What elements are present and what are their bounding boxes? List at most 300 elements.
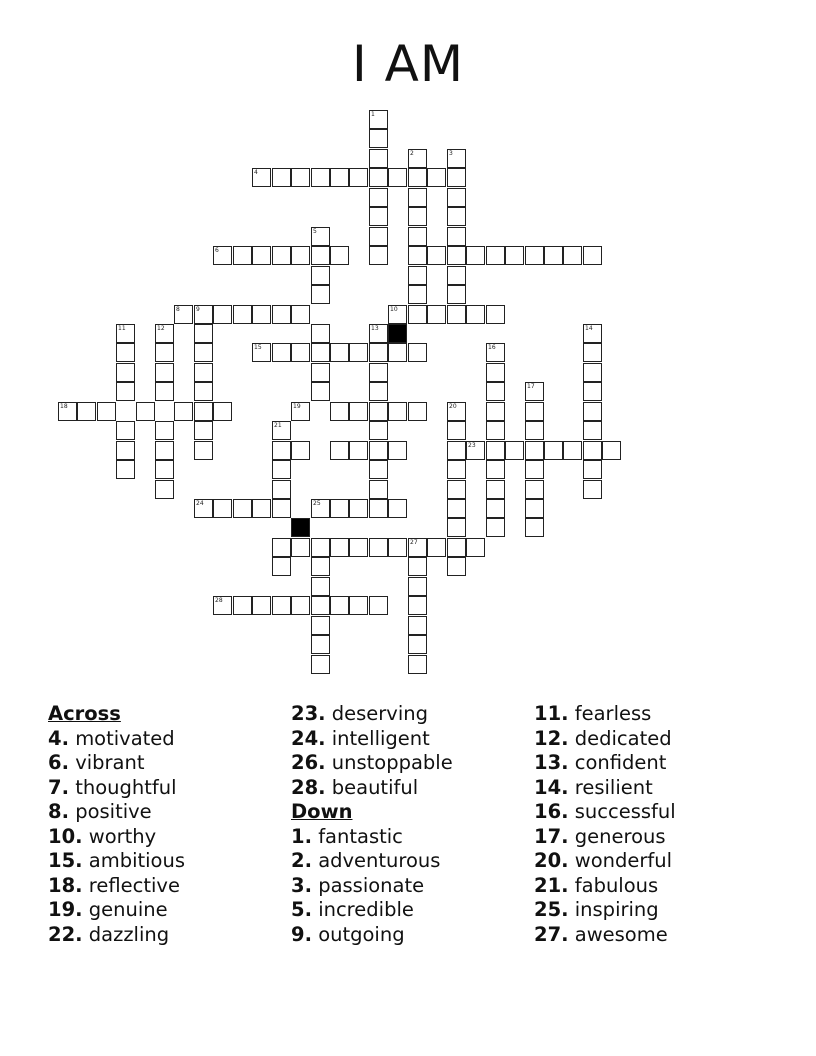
grid-cell[interactable] [272, 557, 291, 576]
grid-cell[interactable] [544, 441, 563, 460]
grid-cell[interactable] [311, 616, 330, 635]
grid-cell[interactable] [369, 382, 388, 401]
grid-cell[interactable] [369, 441, 388, 460]
grid-cell[interactable] [194, 363, 213, 382]
grid-cell[interactable] [408, 402, 427, 421]
grid-cell[interactable] [447, 227, 466, 246]
grid-cell[interactable] [291, 246, 310, 265]
clue-text: wonderful [574, 849, 673, 872]
grid-cell[interactable] [525, 421, 544, 440]
grid-cell[interactable] [155, 343, 174, 362]
clue-number-label: 13 [371, 325, 379, 332]
down-clue [534, 898, 779, 923]
clue-number: 9. [291, 922, 312, 946]
grid-cell[interactable] [155, 460, 174, 479]
grid-cell[interactable] [97, 402, 116, 421]
clue-number-label: 12 [157, 325, 165, 332]
grid-cell[interactable] [233, 596, 252, 615]
grid-cell[interactable] [369, 246, 388, 265]
grid-cell[interactable] [486, 499, 505, 518]
grid-cell[interactable] [408, 305, 427, 324]
down-clue [291, 849, 536, 874]
clue-text: resilient [574, 775, 653, 799]
down-clue [291, 874, 536, 899]
grid-cell[interactable] [252, 596, 271, 615]
grid-cell[interactable] [388, 305, 407, 324]
clue-text: intelligent [331, 726, 430, 750]
grid-cell[interactable] [369, 168, 388, 187]
grid-cell[interactable] [58, 402, 77, 421]
clue-text: worthy [88, 824, 157, 848]
clue-number: 21. [534, 873, 569, 897]
clue-text: awesome [574, 922, 668, 946]
grid-cell[interactable] [311, 343, 330, 362]
clue-number: 28. [291, 775, 326, 799]
across-clue [48, 727, 293, 752]
grid-cell[interactable] [369, 460, 388, 479]
across-clue [48, 849, 293, 874]
clue-text: successful [574, 800, 676, 823]
clue-column-2 [291, 702, 536, 947]
grid-cell[interactable] [447, 557, 466, 576]
grid-cell[interactable] [427, 305, 446, 324]
clue-column-3 [534, 702, 779, 947]
grid-cell[interactable] [466, 538, 485, 557]
grid-cell[interactable] [583, 402, 602, 421]
down-clue [291, 825, 536, 850]
grid-cell[interactable] [194, 402, 213, 421]
grid-cell[interactable] [155, 324, 174, 343]
grid-cell[interactable] [505, 441, 524, 460]
grid-cell[interactable] [136, 402, 155, 421]
grid-cell[interactable] [447, 266, 466, 285]
grid-cell[interactable] [427, 168, 446, 187]
grid-cell[interactable] [447, 207, 466, 226]
grid-cell[interactable] [311, 363, 330, 382]
grid-cell[interactable] [349, 441, 368, 460]
grid-cell[interactable] [194, 343, 213, 362]
grid-cell[interactable] [486, 460, 505, 479]
grid-cell[interactable] [369, 421, 388, 440]
grid-cell[interactable] [369, 343, 388, 362]
grid-cell[interactable] [116, 382, 135, 401]
grid-cell[interactable] [408, 577, 427, 596]
clue-number-label: 16 [488, 344, 496, 351]
grid-cell[interactable] [330, 441, 349, 460]
grid-cell[interactable] [486, 363, 505, 382]
grid-cell[interactable] [369, 402, 388, 421]
grid-cell[interactable] [408, 227, 427, 246]
grid-cell[interactable] [369, 149, 388, 168]
grid-cell[interactable] [330, 596, 349, 615]
down-clue [534, 923, 779, 948]
grid-cell[interactable] [447, 402, 466, 421]
grid-cell[interactable] [388, 538, 407, 557]
clue-number: 5. [291, 898, 312, 921]
grid-cell[interactable] [408, 149, 427, 168]
grid-cell[interactable] [369, 207, 388, 226]
clue-number: 8. [48, 800, 69, 823]
grid-cell[interactable] [525, 499, 544, 518]
grid-cell[interactable] [330, 168, 349, 187]
grid-cell[interactable] [486, 402, 505, 421]
grid-cell[interactable] [174, 305, 193, 324]
grid-cell[interactable] [349, 596, 368, 615]
grid-cell[interactable] [272, 168, 291, 187]
grid-cell[interactable] [447, 149, 466, 168]
grid-cell[interactable] [466, 441, 485, 460]
grid-cell[interactable] [252, 343, 271, 362]
grid-cell[interactable] [447, 188, 466, 207]
grid-cell[interactable] [486, 441, 505, 460]
grid-cell[interactable] [311, 168, 330, 187]
grid-cell[interactable] [233, 305, 252, 324]
down-clue [534, 874, 779, 899]
down-clue [534, 727, 779, 752]
clue-number: 19. [48, 898, 83, 921]
grid-cell[interactable] [272, 305, 291, 324]
clue-number-label: 18 [60, 403, 68, 410]
clue-text: reflective [88, 873, 180, 897]
grid-cell[interactable] [291, 168, 310, 187]
clue-number: 18. [48, 873, 83, 897]
clue-number: 13. [534, 751, 569, 774]
across-clue [48, 874, 293, 899]
grid-cell[interactable] [330, 402, 349, 421]
clue-text: dedicated [574, 726, 672, 750]
across-clue [48, 898, 293, 923]
clue-text: confident [574, 751, 667, 774]
grid-cell[interactable] [583, 363, 602, 382]
grid-cell[interactable] [388, 343, 407, 362]
grid-cell[interactable] [408, 266, 427, 285]
across-clue [48, 800, 293, 825]
clue-text: dazzling [88, 922, 170, 946]
grid-cell[interactable] [291, 596, 310, 615]
grid-cell[interactable] [408, 538, 427, 557]
grid-cell[interactable] [369, 129, 388, 148]
down-heading: Down [291, 800, 353, 823]
grid-cell[interactable] [116, 343, 135, 362]
clue-number-label: 24 [196, 500, 204, 507]
clue-text: fantastic [318, 824, 403, 848]
across-clue [291, 751, 536, 776]
grid-cell[interactable] [194, 421, 213, 440]
grid-cell[interactable] [602, 441, 621, 460]
grid-cell[interactable] [408, 285, 427, 304]
grid-cell[interactable] [252, 499, 271, 518]
grid-cell[interactable] [349, 499, 368, 518]
grid-cell[interactable] [311, 499, 330, 518]
grid-cell[interactable] [583, 343, 602, 362]
grid-cell[interactable] [194, 382, 213, 401]
grid-cell[interactable] [155, 421, 174, 440]
grid-cell[interactable] [388, 499, 407, 518]
grid-cell[interactable] [311, 596, 330, 615]
grid-cell[interactable] [583, 480, 602, 499]
grid-cell[interactable] [447, 246, 466, 265]
grid-cell[interactable] [369, 227, 388, 246]
grid-cell[interactable] [272, 441, 291, 460]
clue-number: 7. [48, 775, 69, 799]
grid-cell[interactable] [116, 421, 135, 440]
clue-number-label: 17 [527, 383, 535, 390]
clue-text: vibrant [75, 751, 145, 774]
down-clue [534, 702, 779, 727]
grid-cell[interactable] [233, 499, 252, 518]
grid-cell[interactable] [408, 168, 427, 187]
clue-number-label: 25 [313, 500, 321, 507]
grid-cell[interactable] [272, 499, 291, 518]
clue-number-label: 11 [118, 325, 126, 332]
grid-cell[interactable] [213, 499, 232, 518]
grid-cell[interactable] [408, 596, 427, 615]
black-square [291, 518, 310, 537]
grid-cell[interactable] [369, 480, 388, 499]
clue-text: thoughtful [75, 775, 177, 799]
down-clue [291, 923, 536, 948]
grid-cell[interactable] [155, 480, 174, 499]
grid-cell[interactable] [447, 168, 466, 187]
grid-cell[interactable] [330, 538, 349, 557]
clue-number: 20. [534, 849, 569, 872]
grid-cell[interactable] [369, 324, 388, 343]
across-clue [48, 751, 293, 776]
grid-cell[interactable] [388, 402, 407, 421]
clue-text: deserving [331, 702, 428, 725]
grid-cell[interactable] [272, 460, 291, 479]
grid-cell[interactable] [408, 655, 427, 674]
grid-cell[interactable] [583, 441, 602, 460]
grid-cell[interactable] [311, 577, 330, 596]
grid-cell[interactable] [349, 343, 368, 362]
clue-text: beautiful [331, 775, 419, 799]
grid-cell[interactable] [116, 363, 135, 382]
grid-cell[interactable] [408, 557, 427, 576]
clue-number-label: 3 [449, 150, 453, 157]
grid-cell[interactable] [583, 460, 602, 479]
grid-cell[interactable] [330, 343, 349, 362]
grid-cell[interactable] [486, 421, 505, 440]
grid-cell[interactable] [525, 460, 544, 479]
grid-cell[interactable] [155, 363, 174, 382]
grid-cell[interactable] [505, 246, 524, 265]
clue-number-label: 23 [468, 442, 476, 449]
grid-cell[interactable] [525, 382, 544, 401]
grid-cell[interactable] [447, 421, 466, 440]
clue-text: genuine [88, 898, 168, 921]
clue-number: 23. [291, 702, 326, 725]
grid-cell[interactable] [155, 441, 174, 460]
clue-number-label: 4 [254, 169, 258, 176]
grid-cell[interactable] [408, 246, 427, 265]
clue-number: 25. [534, 898, 569, 921]
clue-text: ambitious [88, 849, 186, 872]
grid-cell[interactable] [116, 324, 135, 343]
grid-cell[interactable] [408, 343, 427, 362]
clue-number: 2. [291, 849, 312, 872]
grid-cell[interactable] [486, 480, 505, 499]
grid-cell[interactable] [486, 343, 505, 362]
grid-cell[interactable] [583, 324, 602, 343]
grid-cell[interactable] [466, 305, 485, 324]
grid-cell[interactable] [291, 538, 310, 557]
grid-cell[interactable] [194, 441, 213, 460]
clue-number: 15. [48, 849, 83, 872]
grid-cell[interactable] [447, 518, 466, 537]
grid-cell[interactable] [330, 246, 349, 265]
grid-cell[interactable] [155, 382, 174, 401]
grid-cell[interactable] [544, 246, 563, 265]
grid-cell[interactable] [525, 441, 544, 460]
grid-cell[interactable] [349, 538, 368, 557]
grid-cell[interactable] [330, 499, 349, 518]
grid-cell[interactable] [486, 518, 505, 537]
clue-number-label: 28 [215, 597, 223, 604]
grid-cell[interactable] [272, 421, 291, 440]
grid-cell[interactable] [583, 382, 602, 401]
grid-cell[interactable] [291, 305, 310, 324]
clue-number: 1. [291, 824, 312, 848]
grid-cell[interactable] [563, 246, 582, 265]
grid-cell[interactable] [525, 480, 544, 499]
grid-cell[interactable] [408, 188, 427, 207]
grid-cell[interactable] [311, 246, 330, 265]
grid-cell[interactable] [311, 324, 330, 343]
grid-cell[interactable] [427, 246, 446, 265]
grid-cell[interactable] [291, 402, 310, 421]
clue-number-label: 10 [390, 306, 398, 313]
black-square [388, 324, 407, 343]
grid-cell[interactable] [563, 441, 582, 460]
grid-cell[interactable] [174, 402, 193, 421]
grid-cell[interactable] [408, 207, 427, 226]
down-clue [534, 800, 779, 825]
grid-cell[interactable] [213, 402, 232, 421]
across-clue [291, 727, 536, 752]
grid-cell[interactable] [583, 421, 602, 440]
grid-cell[interactable] [369, 110, 388, 129]
clue-text: unstoppable [331, 751, 453, 774]
grid-cell[interactable] [525, 246, 544, 265]
clue-number-label: 15 [254, 344, 262, 351]
grid-cell[interactable] [272, 246, 291, 265]
grid-cell[interactable] [349, 402, 368, 421]
grid-cell[interactable] [116, 460, 135, 479]
grid-cell[interactable] [291, 343, 310, 362]
clue-number-label: 6 [215, 247, 219, 254]
grid-cell[interactable] [194, 305, 213, 324]
clue-number: 6. [48, 751, 69, 774]
grid-cell[interactable] [388, 168, 407, 187]
grid-cell[interactable] [369, 188, 388, 207]
grid-cell[interactable] [369, 363, 388, 382]
grid-cell[interactable] [369, 499, 388, 518]
grid-cell[interactable] [447, 480, 466, 499]
grid-cell[interactable] [272, 343, 291, 362]
grid-cell[interactable] [388, 441, 407, 460]
grid-cell[interactable] [194, 324, 213, 343]
grid-cell[interactable] [447, 499, 466, 518]
clue-number-label: 5 [313, 228, 317, 235]
clue-number-label: 9 [196, 306, 200, 313]
grid-cell[interactable] [486, 305, 505, 324]
grid-cell[interactable] [116, 441, 135, 460]
grid-cell[interactable] [252, 168, 271, 187]
grid-cell[interactable] [486, 246, 505, 265]
across-clue [48, 923, 293, 948]
grid-cell[interactable] [447, 285, 466, 304]
grid-cell[interactable] [233, 246, 252, 265]
clue-number-label: 2 [410, 150, 414, 157]
clue-number: 24. [291, 726, 326, 750]
clue-number: 16. [534, 800, 569, 823]
grid-cell[interactable] [311, 266, 330, 285]
clue-column-1 [48, 702, 293, 947]
clue-number-label: 14 [585, 325, 593, 332]
grid-cell[interactable] [272, 538, 291, 557]
grid-cell[interactable] [311, 227, 330, 246]
down-clue [534, 751, 779, 776]
grid-cell[interactable] [311, 285, 330, 304]
grid-cell[interactable] [272, 480, 291, 499]
grid-cell[interactable] [447, 538, 466, 557]
clue-number-label: 27 [410, 539, 418, 546]
grid-cell[interactable] [311, 557, 330, 576]
grid-cell[interactable] [427, 538, 446, 557]
grid-cell[interactable] [311, 635, 330, 654]
grid-cell[interactable] [369, 538, 388, 557]
grid-cell[interactable] [408, 616, 427, 635]
grid-cell[interactable] [408, 635, 427, 654]
clue-number-label: 19 [293, 403, 301, 410]
clue-number: 10. [48, 824, 83, 848]
puzzle-title: I AM [352, 35, 464, 93]
clue-number: 3. [291, 873, 312, 897]
clue-number-label: 1 [371, 111, 375, 118]
grid-cell[interactable] [525, 402, 544, 421]
grid-cell[interactable] [77, 402, 96, 421]
grid-cell[interactable] [583, 246, 602, 265]
grid-cell[interactable] [447, 305, 466, 324]
grid-cell[interactable] [213, 596, 232, 615]
grid-cell[interactable] [311, 538, 330, 557]
grid-cell[interactable] [447, 460, 466, 479]
grid-cell[interactable] [311, 655, 330, 674]
grid-cell[interactable] [447, 441, 466, 460]
clue-text: fabulous [574, 873, 659, 897]
grid-cell[interactable] [525, 518, 544, 537]
clue-number: 27. [534, 922, 569, 946]
clue-text: generous [574, 824, 666, 848]
clue-number: 14. [534, 775, 569, 799]
grid-cell[interactable] [252, 246, 271, 265]
grid-cell[interactable] [272, 596, 291, 615]
grid-cell[interactable] [311, 382, 330, 401]
grid-cell[interactable] [213, 305, 232, 324]
grid-cell[interactable] [213, 246, 232, 265]
clue-number-label: 20 [449, 403, 457, 410]
grid-cell[interactable] [486, 382, 505, 401]
grid-cell[interactable] [252, 305, 271, 324]
clue-text: adventurous [318, 849, 441, 872]
grid-cell[interactable] [194, 499, 213, 518]
grid-cell[interactable] [466, 246, 485, 265]
clue-number: 12. [534, 726, 569, 750]
grid-cell[interactable] [291, 441, 310, 460]
grid-cell[interactable] [349, 168, 368, 187]
grid-cell[interactable] [369, 596, 388, 615]
